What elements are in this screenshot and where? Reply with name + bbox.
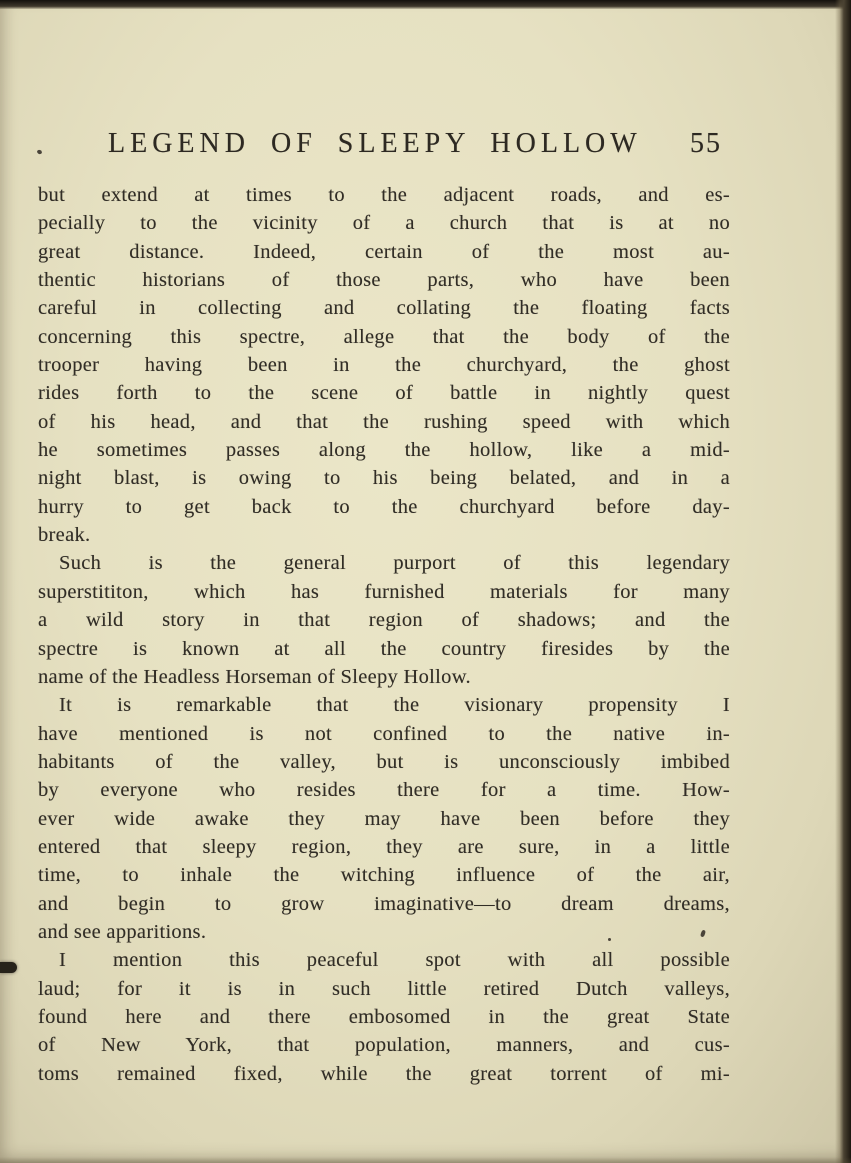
running-title: LEGEND OF SLEEPY HOLLOW [108, 128, 642, 159]
text-line: trooper having been in the churchyard, the ghost [38, 354, 730, 377]
text-line: night blast, is owing to his being belated, and in a [38, 467, 730, 490]
text-line: by everyone who resides there for a time. How- [38, 779, 730, 802]
page-header [38, 128, 730, 160]
text-line: found here and there embosomed in the great State [38, 1005, 730, 1028]
paragraph [38, 549, 730, 691]
text-line: time, to inhale the witching influence of the air, [38, 864, 730, 887]
paragraph [38, 946, 730, 1088]
text-line: entered that sleepy region, they are sure, in a little [38, 835, 730, 858]
text-line: and begin to grow imaginative—to dream dreams, [38, 892, 730, 915]
text-line: of his head, and that the rushing speed with which [38, 410, 730, 433]
page-number: 55 [690, 128, 722, 159]
text-line: I mention this peaceful spot with all possible [59, 949, 730, 972]
text-line: It is remarkable that the visionary propensity I [59, 694, 730, 717]
text-line: but extend at times to the adjacent roads, and es- [38, 184, 730, 206]
text-line: and see apparitions. [38, 920, 207, 943]
page-body [38, 181, 730, 1088]
text-line: careful in collecting and collating the floating facts [38, 297, 730, 320]
text-line: have mentioned is not confined to the native in- [38, 722, 730, 745]
text-line: toms remained fixed, while the great torrent of mi- [38, 1062, 730, 1085]
text-line: ever wide awake they may have been before they [38, 807, 730, 830]
scan-edge-top [0, 0, 851, 9]
text-line: a wild story in that region of shadows; and the [38, 609, 730, 632]
scan-edge-bottom [0, 1157, 851, 1163]
text-line: great distance. Indeed, certain of the most au- [38, 240, 730, 263]
text-line: laud; for it is in such little retired Dutch valleys, [38, 977, 730, 1000]
text-line: superstititon, which has furnished materials for many [38, 580, 730, 603]
scan-artifact-left [0, 962, 17, 973]
text-line: of New York, that population, manners, and cus- [38, 1034, 730, 1057]
text-line: hurry to get back to the churchyard before day- [38, 495, 730, 518]
text-line: habitants of the valley, but is unconsciously imbibed [38, 750, 730, 773]
text-line: concerning this spectre, allege that the body of the [38, 325, 730, 348]
text-line: thentic historians of those parts, who have been [38, 269, 730, 292]
text-line: pecially to the vicinity of a church that is at no [38, 212, 730, 235]
text-line: spectre is known at all the country firesides by the [38, 637, 730, 660]
text-line: break. [38, 524, 91, 547]
scan-edge-right [835, 0, 851, 1163]
paragraph [38, 691, 730, 946]
text-line: name of the Headless Horseman of Sleepy Hollow. [38, 665, 471, 688]
text-line: he sometimes passes along the hollow, like a mid- [38, 439, 730, 462]
text-line: Such is the general purport of this legendary [59, 552, 730, 575]
paragraph [38, 181, 730, 549]
text-line: rides forth to the scene of battle in nightly quest [38, 382, 730, 405]
